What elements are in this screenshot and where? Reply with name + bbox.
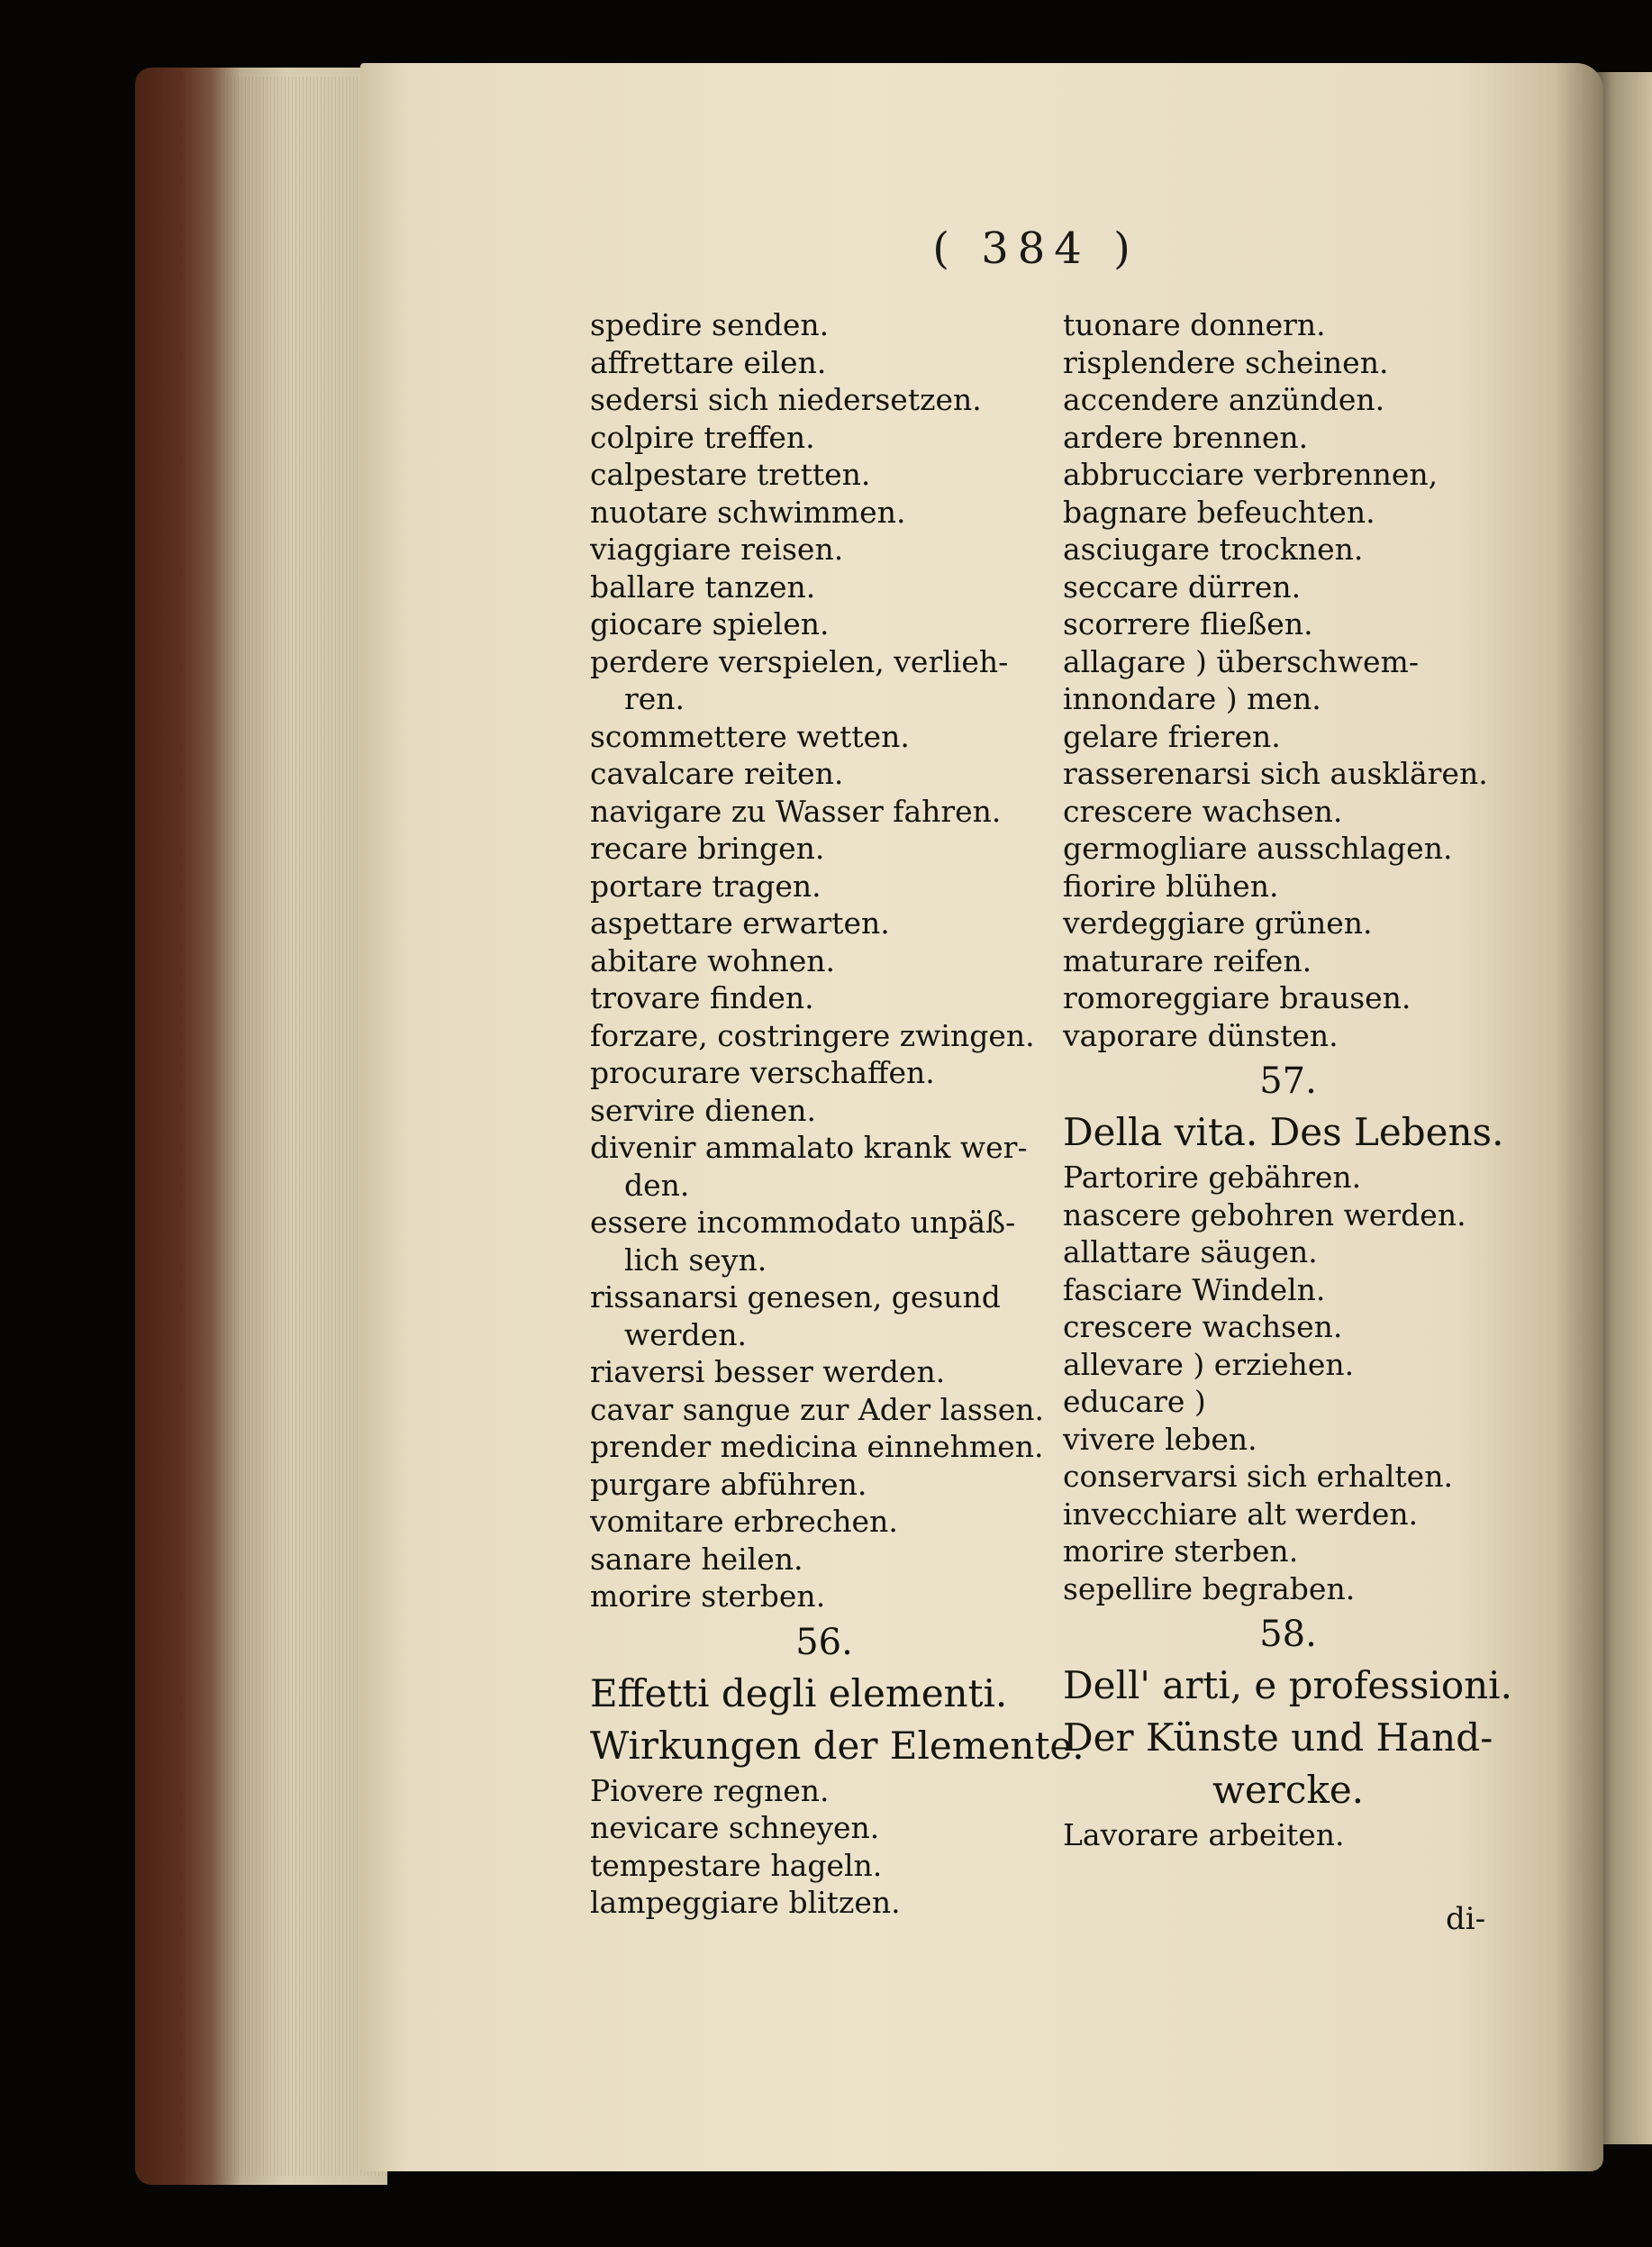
vocab-entry-continuation: lich seyn.	[624, 1242, 767, 1278]
vocab-entry: allattare säugen.	[1063, 1234, 1318, 1269]
vocab-entry: nuotare schwimmen.	[590, 494, 906, 530]
vocab-entry: forzare, costringere zwingen.	[590, 1017, 1035, 1053]
vocab-entry: lampeggiare blitzen.	[590, 1885, 901, 1920]
vocab-entry: abbrucciare verbrennen,	[1063, 457, 1439, 492]
vocab-entry: recare bringen.	[590, 831, 825, 866]
vocab-entry: allagare ) überschwem-	[1063, 643, 1419, 679]
vocab-entry: Piovere regnen.	[590, 1772, 830, 1808]
section-number: 56.	[795, 1621, 853, 1663]
vocab-entry: colpire treffen.	[590, 419, 815, 455]
section-title: Effetti degli elementi.	[590, 1670, 1008, 1715]
section-title: wercke.	[1212, 1768, 1365, 1812]
vocab-entry: spedire senden.	[590, 307, 830, 342]
vocab-entry: nevicare schneyen.	[590, 1810, 880, 1845]
section-title: Der Künste und Hand-	[1063, 1715, 1493, 1760]
vocab-entry: vivere leben.	[1063, 1421, 1257, 1457]
vocab-entry: cavalcare reiten.	[590, 756, 844, 791]
vocab-entry: procurare verschaffen.	[590, 1055, 935, 1090]
vocab-entry: servire dienen.	[590, 1092, 816, 1128]
vocab-entry: trovare finden.	[590, 980, 814, 1015]
vocab-entry: gelare frieren.	[1063, 718, 1281, 754]
vocab-entry: tuonare donnern.	[1063, 307, 1326, 342]
vocab-entry: allevare ) erziehen.	[1063, 1346, 1355, 1382]
vocab-entry: maturare reifen.	[1063, 942, 1312, 978]
vocab-entry: ardere brennen.	[1063, 419, 1309, 455]
vocab-entry-continuation: werden.	[624, 1316, 747, 1352]
vocab-entry: sepellire begraben.	[1063, 1570, 1356, 1606]
vocab-entry: ballare tanzen.	[590, 569, 816, 605]
section-number: 57.	[1259, 1060, 1317, 1102]
vocab-entry: crescere wachsen.	[1063, 793, 1343, 829]
vocab-entry: nascere gebohren werden.	[1063, 1196, 1466, 1233]
vocab-entry: asciugare trocknen.	[1063, 532, 1364, 567]
book-page-edges	[135, 68, 387, 2185]
vocab-entry: verdeggiare grünen.	[1063, 905, 1373, 941]
vocab-entry: vaporare dünsten.	[1063, 1017, 1339, 1053]
vocab-entry: invecchiare alt werden.	[1063, 1496, 1419, 1532]
vocab-entry: sedersi sich niedersetzen.	[590, 382, 982, 417]
vocab-entry: seccare dürren.	[1063, 569, 1302, 605]
section-title: Della vita. Des Lebens.	[1063, 1110, 1504, 1154]
section-title: Dell' arti, e professioni.	[1063, 1663, 1512, 1707]
vocab-entry: rasserenarsi sich ausklären.	[1063, 756, 1488, 791]
vocab-entry: sanare heilen.	[590, 1541, 803, 1577]
vocab-entry: innondare ) men.	[1063, 681, 1321, 716]
vocab-entry: Lavorare arbeiten.	[1063, 1817, 1345, 1852]
vocab-entry: fasciare Windeln.	[1063, 1271, 1326, 1307]
vocab-entry: affrettare eilen.	[590, 344, 827, 380]
vocab-entry: purgare abführen.	[590, 1466, 867, 1502]
vocab-entry: riaversi besser werden.	[590, 1354, 946, 1389]
vocab-entry: vomitare erbrechen.	[590, 1504, 898, 1539]
vocab-entry: essere incommodato unpäß-	[590, 1205, 1016, 1240]
vocab-entry: germogliare ausschlagen.	[1063, 831, 1453, 866]
page-number: ( 384 )	[932, 223, 1139, 274]
vocab-entry: risplendere scheinen.	[1063, 344, 1389, 380]
vocab-entry: portare tragen.	[590, 868, 821, 904]
vocab-entry: accendere anzünden.	[1063, 382, 1385, 417]
vocab-entry: fiorire blühen.	[1063, 868, 1279, 904]
vocab-entry: cavar sangue zur Ader lassen.	[590, 1391, 1045, 1427]
right-column	[1063, 306, 1513, 1854]
section-number: 58.	[1259, 1614, 1317, 1655]
vocab-entry: crescere wachsen.	[1063, 1309, 1343, 1344]
vocab-entry: giocare spielen.	[590, 606, 830, 641]
vocab-entry-continuation: den.	[624, 1167, 690, 1203]
vocab-entry: scorrere fließen.	[1063, 606, 1313, 641]
vocab-entry: bagnare befeuchten.	[1063, 494, 1375, 530]
vocab-entry: prender medicina einnehmen.	[590, 1429, 1044, 1464]
vocab-entry: morire sterben.	[1063, 1533, 1299, 1569]
left-column	[590, 306, 1085, 1922]
vocab-entry: Partorire gebähren.	[1063, 1160, 1362, 1195]
catchword: di-	[1446, 1901, 1486, 1937]
vocab-entry: rissanarsi genesen, gesund	[590, 1279, 1001, 1315]
vocab-entry: abitare wohnen.	[590, 942, 835, 978]
vocab-entry: educare )	[1063, 1384, 1206, 1419]
vocab-entry: aspettare erwarten.	[590, 905, 890, 941]
vocab-entry: romoreggiare brausen.	[1063, 980, 1411, 1015]
vocab-entry: viaggiare reisen.	[590, 532, 844, 567]
vocab-entry: navigare zu Wasser fahren.	[590, 793, 1002, 829]
vocab-entry: conservarsi sich erhalten.	[1063, 1459, 1453, 1494]
vocab-entry: morire sterben.	[590, 1578, 826, 1614]
section-title: Wirkungen der Elemente.	[590, 1723, 1085, 1768]
vocab-entry: tempestare hageln.	[590, 1847, 883, 1883]
vocab-entry: perdere verspielen, verlieh-	[590, 643, 1009, 679]
vocab-entry: scommettere wetten.	[590, 718, 910, 754]
vocab-entry: calpestare tretten.	[590, 457, 871, 492]
vocab-entry-continuation: ren.	[624, 681, 685, 716]
vocab-entry: divenir ammalato krank wer-	[590, 1130, 1028, 1165]
